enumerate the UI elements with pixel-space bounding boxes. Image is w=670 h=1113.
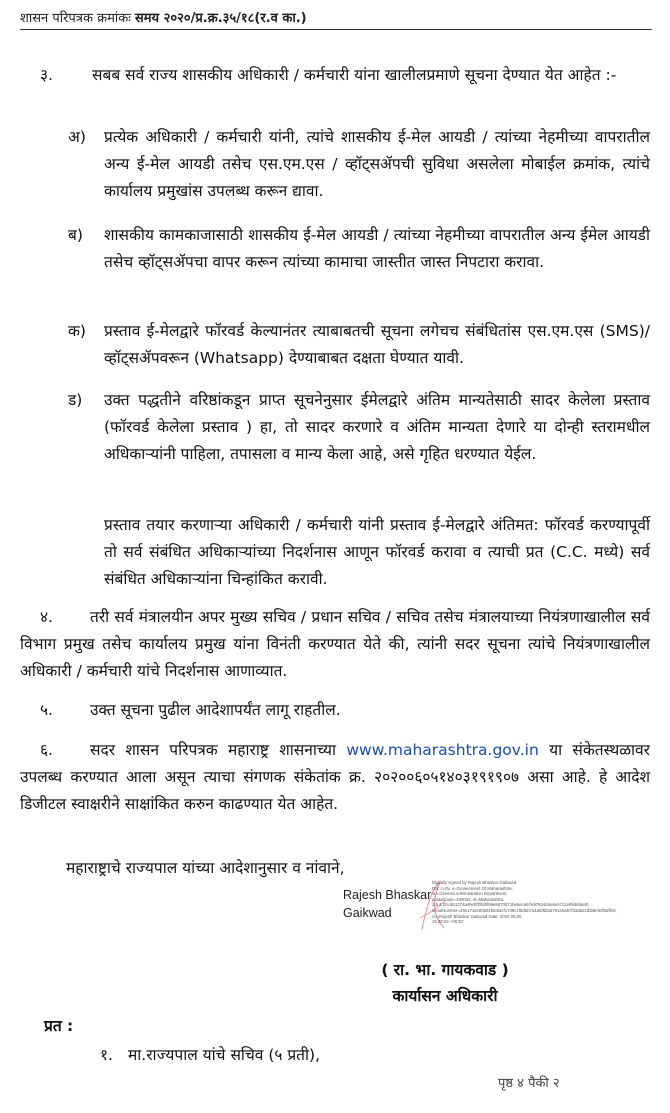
list-item-text: उक्त पद्धतीने वरिष्ठांकडून प्राप्त सूचनेनुसार ईमेलद्वारे अंतिम मान्यतेसाठी सादर केलेला प्रस्ताव (फॉरवर्ड केलेला प्रस्ताव ) हा, तो सादर करणारे व अंतिम मान्यता देणारे या दोन्ही स्तरामधील अधिकाऱ्यांनी पाहिला, तपासला व मान्य केला आहे, असे गृहित धरण्यात येईल. (104, 391, 650, 463)
signature-name-line: Rajesh Bhaskar (343, 888, 432, 902)
header-number: समय २०२०/प्र.क्र.३५/१८(र.व का.) (134, 11, 307, 26)
copy-item-number: १. (100, 1046, 113, 1064)
copy-item-text: मा.राज्यपाल यांचे सचिव (५ प्रती), (128, 1046, 321, 1064)
header-label: शासन परिपत्रक क्रमांकः (20, 11, 131, 26)
copy-label: प्रत : (44, 1017, 74, 1035)
official-designation: कार्यासन अधिकारी (392, 987, 498, 1005)
paragraph-text: सबब सर्व राज्य शासकीय अधिकारी / कर्मचारी यांना खालीलप्रमाणे सूचना देण्यात येत आहेत :- (92, 66, 617, 84)
paragraph-6 (20, 737, 650, 818)
paragraph-text: या संकेतस्थळावर उपलब्ध करण्यात आला असून त्याचा संगणक संकेतांक क्र. २०२००६०५१४०३१९१९०७ असा आहे. हे आदेश डिजीटल स्वाक्षरीने साक्षांकित करुन काढण्यात येत आहेत. (20, 741, 651, 813)
signature-name (343, 886, 431, 922)
paragraph-text: तरी सर्व मंत्रालयीन अपर मुख्य सचिव / प्रधान सचिव / सचिव तसेच मंत्रालयाच्या नियंत्रणाखालील सर्व विभाग प्रमुख तसेच कार्यालय प्रमुख यांना विनंती करण्यात येते की, त्यांनी सदर सूचना त्यांचे नियंत्रणाखालील अधिकारी / कर्मचारी यांचे निदर्शनास आणाव्यात. (20, 608, 650, 680)
document-header (20, 8, 650, 26)
paragraph-3 (20, 62, 632, 89)
signature-name-line: Gaikwad (343, 906, 392, 920)
list-item-mark: ड) (68, 391, 83, 409)
list-item-mark: ब) (68, 226, 83, 244)
list-item-text: प्रत्येक अधिकारी / कर्मचारी यांनी, त्यांचे शासकीय ई-मेल आयडी / त्यांच्या नेहमीच्या वापरातील अन्य ई-मेल आयडी तसेच एस.एम.एस / व्हॉट्सॲपची सुविधा असलेला मोबाईल क्रमांक, त्यांचे कार्यालय प्रमुखांस उपलब्ध करून द्यावा. (104, 128, 650, 200)
list-item-mark: अ) (68, 128, 86, 146)
paragraph-3-continuation: प्रस्ताव तयार करणाऱ्या अधिकारी / कर्मचारी यांनी प्रस्ताव ई-मेलद्वारे अंतिमत: फॉरवर्ड करण्यापूर्वी तो सर्व संबंधित अधिकाऱ्यांच्या निदर्शनास आणून फॉरवर्ड करावा व त्याची प्रत (C.C. मध्ये) सर्व संबंधित अधिकाऱ्यांना चिन्हांकित करावी. (104, 516, 650, 588)
paragraph-number: ४. (40, 608, 53, 626)
list-item-text: प्रस्ताव ई-मेलद्वारे फॉरवर्ड केल्यानंतर त्याबाबतची सूचना लगेचच संबंधितांस एस.एम.एस (SMS)/ व्हॉट्सॲपवरून (Whatsapp) देण्याबाबत दक्षता घेण्यात यावी. (104, 322, 650, 367)
page-number: पृष्ठ ४ पैकी २ (498, 1076, 560, 1091)
list-item-mark: क) (68, 322, 86, 340)
website-link[interactable]: www.maharashtra.gov.in (346, 741, 539, 759)
paragraph-number: ३. (40, 66, 53, 84)
official-initials: ( रा. भा. गायकवाड ) (381, 961, 509, 979)
paragraph-5 (20, 697, 650, 724)
paragraph-text: उक्त सूचना पुढील आदेशापर्यंत लागू राहतील. (90, 701, 341, 719)
header-divider (20, 29, 652, 30)
list-item-text: शासकीय कामकाजासाठी शासकीय ई-मेल आयडी / त्यांच्या नेहमीच्या वापरातील अन्य ईमेल आयडी तसेच व्हॉट्सॲपचा वापर करून त्यांच्या कामाचा जास्तीत जास्त निपटारा करावा. (104, 226, 650, 271)
paragraph-text: सदर शासन परिपत्रक महाराष्ट्र शासनाच्या (90, 741, 347, 759)
paragraph-number: ५. (40, 701, 53, 719)
closing-line: महाराष्ट्राचे राज्यपाल यांच्या आदेशानुसार व नांवाने, (66, 859, 345, 877)
paragraph-4 (20, 604, 650, 685)
signature-details: Digitally signed by Rajesh Bhaskar Gaikwad DN: c=IN, o=Government Of Maharashtra, ou=General Administration Department, postalCode=400032, st=Maharashtra, 2.5.4.20=5b1374a49e0ff0fd0f89e5970b71be5eca97e97624d4e6e97c2e8feb55e5f, serialNumber=29e1716c90a81f8c53cf1739c1f8d6b7a1a6f6b3a791e6a57f33ab21fbb8e02f0dffe0, cn=Rajesh Bhaskar Gaikwad Date: 2020.06.05 15:30:02 +05'30' (432, 880, 617, 925)
copy-list-item (100, 1043, 320, 1065)
paragraph-number: ६. (40, 741, 53, 759)
